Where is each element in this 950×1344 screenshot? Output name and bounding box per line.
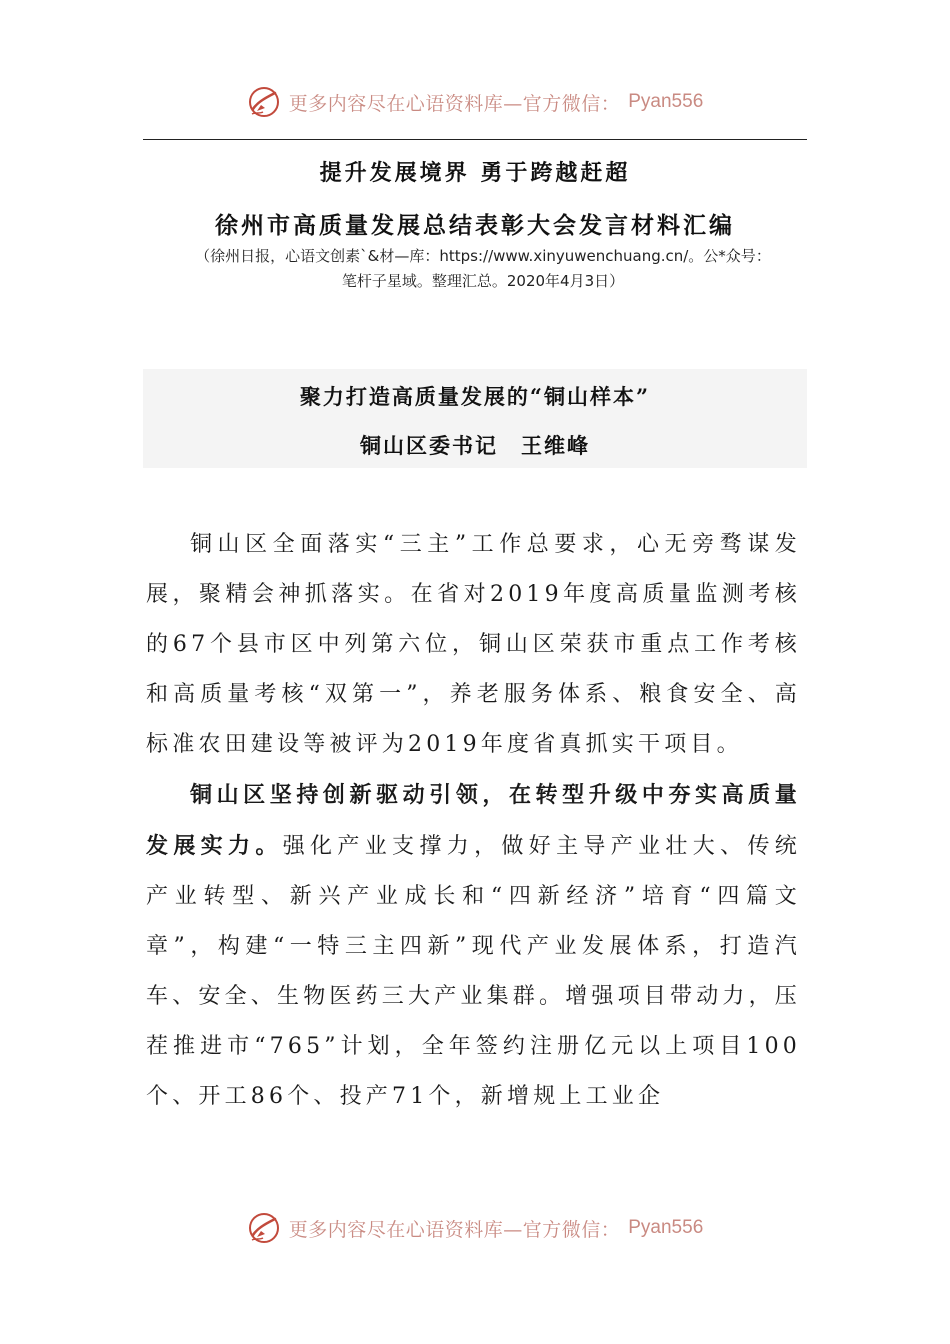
watermark-contact: Pyan556: [628, 1217, 704, 1238]
source-line-1: （徐州日报，心语文创素`&材—库：https://www.xinyuwenchuang.cn/。公*众号：: [195, 247, 771, 265]
document-subtitle: 徐州市高质量发展总结表彰大会发言材料汇编: [215, 212, 735, 239]
speech-body: [146, 520, 801, 1122]
speech-title: 聚力打造高质量发展的“铜山样本”: [299, 384, 651, 409]
paragraph-2-lead: 铜山区坚持创新驱动引领，在转型升级中夯实高质量发展实力。: [146, 782, 801, 859]
source-line-2: 笔杆子星域。整理汇总。2020年4月3日）: [341, 272, 625, 290]
watermark-contact: Pyan556: [628, 91, 704, 112]
speech-speaker: 铜山区委书记 王维峰: [360, 433, 590, 458]
header-watermark: [0, 82, 950, 122]
footer-watermark: [0, 1208, 950, 1248]
watermark-text: 更多内容尽在心语资料库—官方微信：: [288, 1218, 621, 1241]
watermark-text: 更多内容尽在心语资料库—官方微信：: [288, 92, 621, 115]
paragraph-2: [146, 770, 801, 1122]
source-note: [143, 244, 823, 294]
paragraph-1: 铜山区全面落实“三主”工作总要求，心无旁骛谋发展，聚精会神抓落实。在省对2019年度高质量监测考核的67个县市区中列第六位，铜山区荣获市重点工作考核和高质量考核“双第一”，养老服务体系、粮食安全、高标准农田建设等被评为2019年度省真抓实干项目。: [146, 532, 801, 757]
header-divider: [143, 139, 807, 140]
pen-circle-logo-icon: [247, 85, 281, 119]
pen-circle-logo-icon: [247, 1211, 281, 1245]
document-title: 提升发展境界 勇于跨越赶超: [319, 160, 631, 186]
paragraph-2-text: 强化产业支撑力，做好主导产业壮大、传统产业转型、新兴产业成长和“四新经济”培育“四篇文章”，构建“一特三主四新”现代产业发展体系，打造汽车、安全、生物医药三大产业集群。增强项目带动力，压茬推进市“765”计划，全年签约注册亿元以上项目100个、开工86个、投产71个，新增规上工业企: [146, 834, 802, 1109]
